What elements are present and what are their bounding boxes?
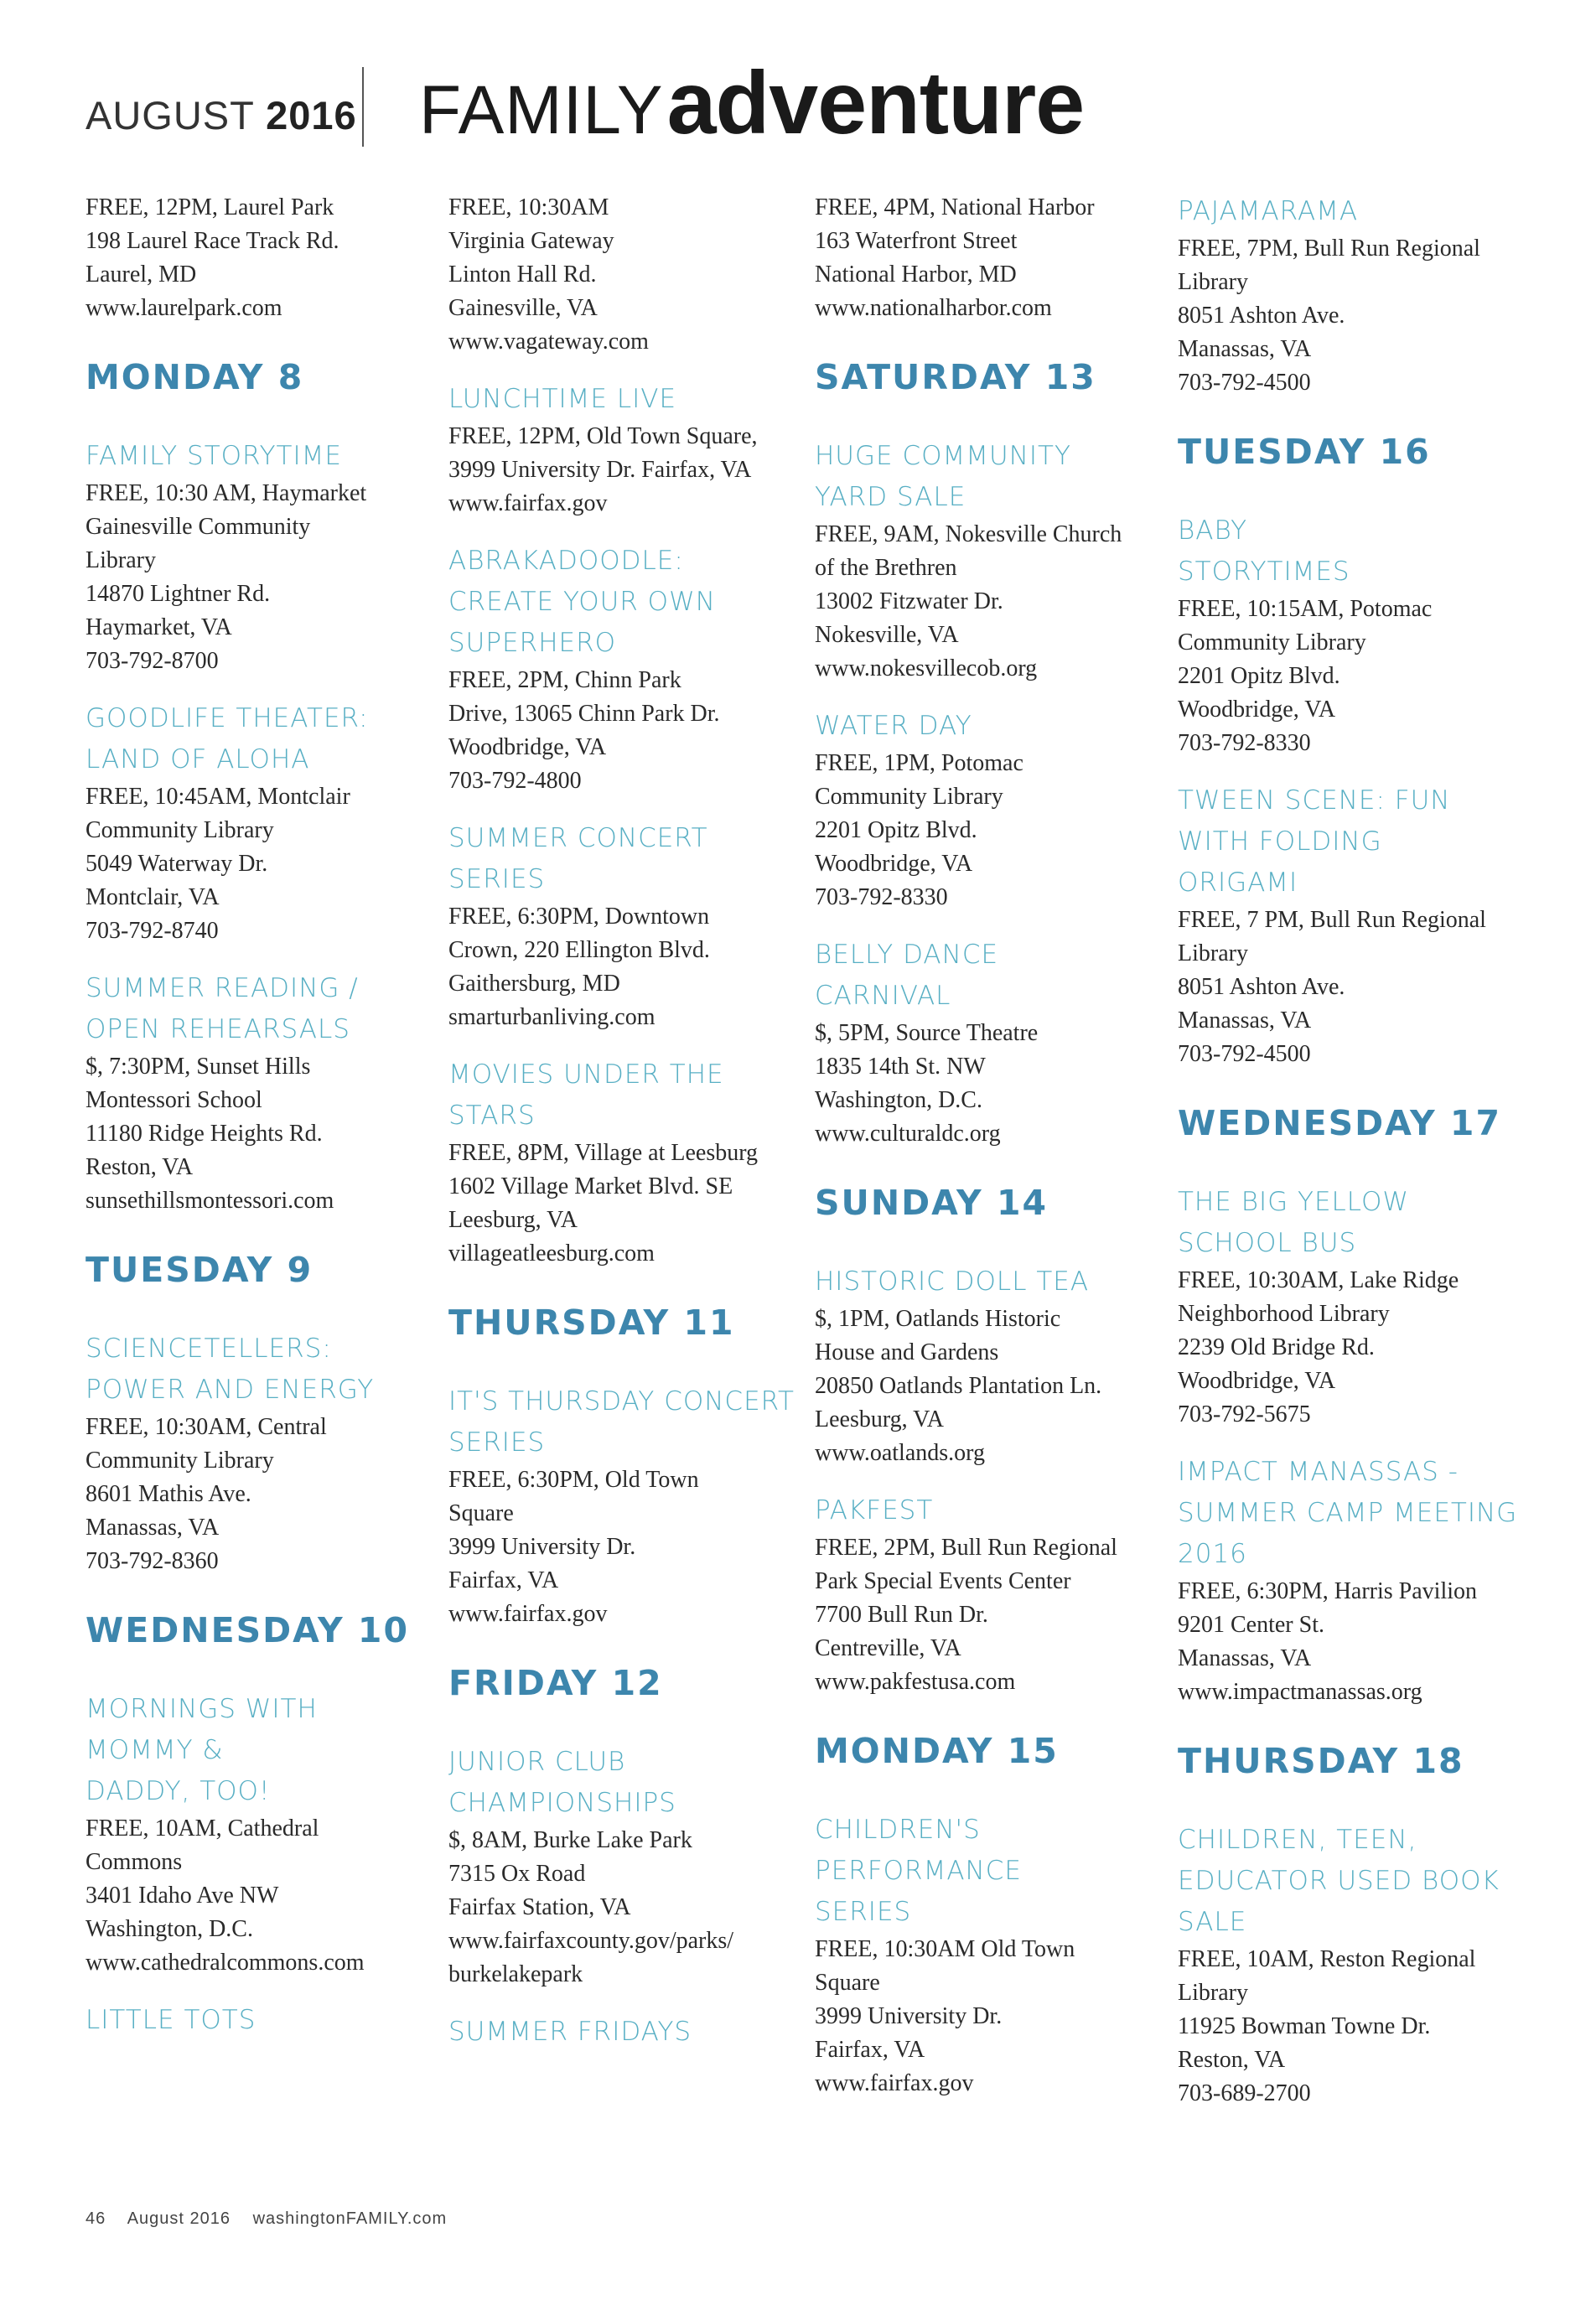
event-title-line: SUMMER FRIDAYS: [448, 2017, 692, 2047]
detail-line: 1835 14th St. NW: [815, 1054, 986, 1080]
day-heading: SATURDAY 13: [815, 357, 1096, 397]
event-details: [86, 191, 438, 325]
footer-date: August 2016: [127, 2209, 231, 2228]
detail-line: Gaithersburg, MD: [448, 971, 620, 997]
detail-line: National Harbor, MD: [815, 262, 1017, 287]
detail-line: www.fairfax.gov: [815, 2070, 974, 2096]
detail-line: FREE, 6:30PM, Harris Pavilion: [1178, 1578, 1478, 1604]
event-details: [815, 1017, 1167, 1151]
event-title-line: IT'S THURSDAY CONCERT: [448, 1386, 795, 1417]
detail-line: Library: [1178, 269, 1248, 295]
page-footer: [86, 2209, 464, 2229]
detail-line: Leesburg, VA: [448, 1207, 578, 1233]
event-title: [86, 436, 438, 477]
detail-line: House and Gardens: [815, 1339, 999, 1365]
detail-line: 2201 Opitz Blvd.: [1178, 663, 1340, 689]
page-number: 46: [86, 2209, 106, 2228]
event-title: [86, 1689, 438, 1812]
detail-line: FREE, 10:30AM, Central: [86, 1414, 327, 1440]
detail-line: sunsethillsmontessori.com: [86, 1188, 334, 1214]
detail-line: Washington, D.C.: [815, 1087, 982, 1113]
detail-line: 8051 Ashton Ave.: [1178, 303, 1345, 329]
detail-line: 9201 Center St.: [1178, 1612, 1324, 1638]
event-title: [815, 935, 1167, 1017]
event-listing: [1178, 1182, 1530, 1432]
detail-line: 8051 Ashton Ave.: [1178, 974, 1345, 1000]
detail-line: www.nokesvillecob.org: [815, 655, 1038, 681]
detail-line: FREE, 10:15AM, Potomac: [1178, 596, 1433, 622]
detail-line: Linton Hall Rd.: [448, 262, 597, 287]
event-title-line: OPEN REHEARSALS: [86, 1014, 350, 1044]
detail-line: $, 5PM, Source Theatre: [815, 1020, 1039, 1046]
day-heading: TUESDAY 9: [86, 1250, 314, 1290]
detail-line: 5049 Waterway Dr.: [86, 851, 268, 877]
detail-line: 703-792-8360: [86, 1548, 219, 1574]
event-title: [86, 1329, 438, 1411]
detail-line: Community Library: [815, 784, 1003, 810]
detail-line: www.oatlands.org: [815, 1440, 985, 1466]
detail-line: 14870 Lightner Rd.: [86, 581, 271, 607]
event-listing: [815, 1810, 1167, 2100]
detail-line: Leesburg, VA: [815, 1406, 944, 1432]
event-title-line: POWER AND ENERGY: [86, 1375, 375, 1405]
event-title-line: CREATE YOUR OWN: [448, 587, 716, 617]
event-title-line: WITH FOLDING: [1178, 826, 1382, 857]
section-title: [419, 54, 1085, 153]
detail-line: FREE, 12PM, Old Town Square,: [448, 423, 758, 449]
detail-line: Woodbridge, VA: [1178, 697, 1336, 723]
detail-line: Laurel, MD: [86, 262, 197, 287]
event-details: [448, 664, 801, 798]
event-listing: [1178, 191, 1530, 400]
event-details: [448, 1137, 801, 1271]
event-details: [815, 747, 1167, 914]
day-heading: THURSDAY 18: [1178, 1741, 1464, 1781]
event-title: [448, 1381, 801, 1463]
detail-line: www.fairfax.gov: [448, 490, 608, 516]
detail-line: Montclair, VA: [86, 884, 220, 910]
event-listing: [86, 2000, 438, 2041]
detail-line: Crown, 220 Ellington Blvd.: [448, 937, 710, 963]
detail-line: FREE, 9AM, Nokesville Church: [815, 521, 1122, 547]
event-title-line: ORIGAMI: [1178, 868, 1298, 898]
detail-line: burkelakepark: [448, 1961, 583, 1987]
detail-line: 198 Laurel Race Track Rd.: [86, 228, 339, 254]
event-details: [86, 780, 438, 948]
event-details: [448, 1463, 801, 1631]
event-title-line: CARNIVAL: [815, 981, 951, 1011]
detail-line: 703-792-4800: [448, 768, 582, 794]
event-title: [448, 818, 801, 900]
event-title-line: SUPERHERO: [448, 628, 617, 658]
detail-line: www.fairfaxcounty.gov/parks/: [448, 1928, 734, 1954]
detail-line: Reston, VA: [1178, 2047, 1286, 2073]
detail-line: $, 7:30PM, Sunset Hills: [86, 1054, 311, 1080]
detail-line: Washington, D.C.: [86, 1916, 253, 1942]
day-heading: MONDAY 8: [86, 357, 304, 397]
detail-line: FREE, 7 PM, Bull Run Regional: [1178, 907, 1486, 933]
detail-line: FREE, 2PM, Chinn Park: [448, 667, 681, 693]
detail-line: 163 Waterfront Street: [815, 228, 1018, 254]
detail-line: Virginia Gateway: [448, 228, 614, 254]
event-listing: [86, 1329, 438, 1578]
event-title-line: WATER DAY: [815, 711, 972, 741]
day-heading: WEDNESDAY 10: [86, 1610, 409, 1650]
event-listing: [1178, 510, 1530, 760]
issue-year: 2016: [266, 93, 357, 137]
event-title: [815, 436, 1167, 518]
event-details: [86, 1411, 438, 1578]
event-column-3: [815, 191, 1167, 2100]
detail-line: Library: [86, 547, 156, 573]
detail-line: 703-792-4500: [1178, 1041, 1311, 1067]
masthead-divider: [362, 67, 364, 147]
detail-line: 703-792-5675: [1178, 1401, 1311, 1427]
event-details: [86, 477, 438, 678]
event-listing: [815, 1261, 1167, 1470]
event-title-line: BABY: [1178, 515, 1248, 546]
footer-site: washingtonFAMILY.com: [252, 2209, 448, 2228]
event-details: [815, 518, 1167, 686]
day-heading: THURSDAY 11: [448, 1303, 735, 1343]
event-details: [448, 900, 801, 1034]
event-details: [1178, 593, 1530, 760]
event-title-line: PERFORMANCE: [815, 1856, 1022, 1886]
event-title-line: LITTLE TOTS: [86, 2005, 256, 2035]
section-title-light: FAMILY: [419, 72, 664, 148]
detail-line: Centreville, VA: [815, 1635, 961, 1661]
detail-line: Manassas, VA: [1178, 336, 1312, 362]
event-listing: [815, 935, 1167, 1151]
detail-line: Library: [1178, 1980, 1248, 2006]
detail-line: 703-792-8740: [86, 918, 219, 944]
event-listing: [1178, 1820, 1530, 2111]
detail-line: Montessori School: [86, 1087, 262, 1113]
event-title-line: LAND OF ALOHA: [86, 744, 310, 774]
detail-line: 20850 Oatlands Plantation Ln.: [815, 1373, 1102, 1399]
event-title: [815, 1810, 1167, 1933]
event-details: [1178, 1575, 1530, 1709]
detail-line: villageatleesburg.com: [448, 1241, 655, 1266]
event-details: [86, 1050, 438, 1218]
detail-line: Nokesville, VA: [815, 622, 959, 648]
detail-line: Manassas, VA: [1178, 1645, 1312, 1671]
detail-line: 3999 University Dr.: [448, 1534, 636, 1560]
event-title-line: SCIENCETELLERS:: [86, 1334, 332, 1364]
detail-line: www.pakfestusa.com: [815, 1669, 1016, 1695]
detail-line: FREE, 10:30AM: [448, 194, 609, 220]
event-title-line: CHAMPIONSHIPS: [448, 1788, 676, 1818]
detail-line: 7700 Bull Run Dr.: [815, 1602, 988, 1628]
detail-line: 703-792-4500: [1178, 370, 1311, 396]
event-title-line: GOODLIFE THEATER:: [86, 703, 369, 733]
event-title-line: SERIES: [448, 1427, 546, 1458]
event-title-line: PAJAMARAMA: [1178, 196, 1359, 226]
event-title: [86, 968, 438, 1050]
detail-line: 3999 University Dr. Fairfax, VA: [448, 457, 752, 483]
detail-line: $, 8AM, Burke Lake Park: [448, 1827, 692, 1853]
event-title: [448, 541, 801, 664]
event-column-1: [86, 191, 438, 2041]
event-title-line: FAMILY STORYTIME: [86, 441, 342, 471]
event-title-line: YARD SALE: [815, 482, 966, 512]
event-details: [448, 420, 801, 521]
detail-line: FREE, 7PM, Bull Run Regional: [1178, 236, 1480, 262]
event-title-line: 2016: [1178, 1539, 1247, 1569]
event-details: [1178, 1943, 1530, 2111]
event-column-4: [1178, 191, 1530, 2111]
event-listing: [448, 2012, 801, 2053]
event-title: [1178, 1452, 1530, 1575]
event-title: [448, 1054, 801, 1137]
detail-line: Park Special Events Center: [815, 1568, 1071, 1594]
detail-line: FREE, 6:30PM, Downtown: [448, 904, 710, 930]
event-listing: [86, 1689, 438, 1980]
event-listing: [1178, 1452, 1530, 1709]
detail-line: 703-792-8330: [1178, 730, 1311, 756]
event-title-line: EDUCATOR USED BOOK: [1178, 1866, 1500, 1896]
detail-line: smarturbanliving.com: [448, 1004, 656, 1030]
event-details: [86, 1812, 438, 1980]
event-title-line: MOVIES UNDER THE: [448, 1059, 724, 1090]
detail-line: www.nationalharbor.com: [815, 295, 1052, 321]
event-details: [448, 1824, 801, 1992]
detail-line: FREE, 8PM, Village at Leesburg: [448, 1140, 759, 1166]
event-title: [86, 698, 438, 780]
detail-line: Fairfax, VA: [448, 1567, 559, 1593]
event-title-line: THE BIG YELLOW: [1178, 1187, 1410, 1217]
detail-line: of the Brethren: [815, 555, 957, 581]
event-listing: [815, 436, 1167, 686]
event-details: [815, 191, 1167, 325]
event-title: [815, 1261, 1167, 1303]
event-listing: [448, 541, 801, 798]
detail-line: 11925 Bowman Towne Dr.: [1178, 2013, 1431, 2039]
detail-line: Gainesville, VA: [448, 295, 598, 321]
event-details: [1178, 904, 1530, 1071]
detail-line: 8601 Mathis Ave.: [86, 1481, 251, 1507]
event-title-line: DADDY, TOO!: [86, 1776, 271, 1806]
event-listing: [448, 379, 801, 521]
detail-line: Drive, 13065 Chinn Park Dr.: [448, 701, 720, 727]
detail-line: Square: [448, 1500, 514, 1526]
event-title: [1178, 510, 1530, 593]
event-title-line: STARS: [448, 1101, 536, 1131]
detail-line: FREE, 6:30PM, Old Town: [448, 1467, 699, 1493]
event-title-line: ABRAKADOODLE:: [448, 546, 684, 576]
event-title-line: SALE: [1178, 1907, 1247, 1937]
detail-line: FREE, 2PM, Bull Run Regional: [815, 1535, 1117, 1561]
event-title: [1178, 1820, 1530, 1943]
detail-line: Manassas, VA: [86, 1515, 220, 1541]
event-title-line: IMPACT MANASSAS -: [1178, 1457, 1459, 1487]
event-title-line: SERIES: [448, 864, 546, 894]
day-heading: SUNDAY 14: [815, 1183, 1048, 1223]
detail-line: 1602 Village Market Blvd. SE: [448, 1173, 733, 1199]
detail-line: FREE, 10:30AM Old Town: [815, 1936, 1075, 1962]
detail-line: FREE, 10AM, Reston Regional: [1178, 1946, 1476, 1972]
detail-line: www.vagateway.com: [448, 329, 649, 355]
event-listing: [448, 1054, 801, 1271]
event-details: [448, 191, 801, 359]
event-title: [1178, 1182, 1530, 1264]
detail-line: Woodbridge, VA: [448, 734, 607, 760]
event-title-line: TWEEN SCENE: FUN: [1178, 785, 1451, 816]
event-title: [448, 2012, 801, 2053]
detail-line: www.impactmanassas.org: [1178, 1679, 1422, 1705]
detail-line: Community Library: [1178, 629, 1366, 655]
detail-line: Reston, VA: [86, 1154, 194, 1180]
section-title-bold: adventure: [666, 54, 1085, 153]
event-details: [1178, 232, 1530, 400]
detail-line: FREE, 1PM, Potomac: [815, 750, 1023, 776]
detail-line: 703-792-8700: [86, 648, 219, 674]
detail-line: Commons: [86, 1849, 183, 1875]
event-details: [815, 1303, 1167, 1470]
event-title-line: SERIES: [815, 1897, 912, 1927]
detail-line: Library: [1178, 940, 1248, 966]
event-title: [86, 2000, 438, 2041]
event-title: [448, 1742, 801, 1824]
detail-line: 13002 Fitzwater Dr.: [815, 588, 1003, 614]
event-listing: [86, 968, 438, 1218]
detail-line: 703-689-2700: [1178, 2080, 1311, 2106]
event-title-line: JUNIOR CLUB: [448, 1747, 626, 1777]
event-title-line: PAKFEST: [815, 1495, 934, 1525]
detail-line: Woodbridge, VA: [815, 851, 973, 877]
detail-line: 2239 Old Bridge Rd.: [1178, 1334, 1375, 1360]
detail-line: www.culturaldc.org: [815, 1121, 1001, 1147]
day-heading: WEDNESDAY 17: [1178, 1103, 1501, 1143]
event-listing: [815, 1490, 1167, 1699]
event-listing: [815, 706, 1167, 914]
event-listing: [86, 436, 438, 678]
detail-line: FREE, 10AM, Cathedral: [86, 1816, 319, 1841]
event-title-line: MOMMY &: [86, 1735, 224, 1765]
detail-line: Fairfax, VA: [815, 2037, 925, 2063]
day-heading: MONDAY 15: [815, 1731, 1059, 1771]
detail-line: $, 1PM, Oatlands Historic: [815, 1306, 1061, 1332]
event-title: [815, 706, 1167, 747]
event-title-line: BELLY DANCE: [815, 940, 999, 970]
detail-line: 2201 Opitz Blvd.: [815, 817, 977, 843]
detail-line: www.cathedralcommons.com: [86, 1950, 365, 1976]
detail-line: FREE, 12PM, Laurel Park: [86, 194, 334, 220]
event-title-line: CHILDREN'S: [815, 1815, 981, 1845]
detail-line: 3401 Idaho Ave NW: [86, 1883, 279, 1909]
issue-date: [86, 92, 357, 138]
event-title-line: MORNINGS WITH: [86, 1694, 318, 1724]
day-heading: TUESDAY 16: [1178, 432, 1431, 472]
detail-line: Fairfax Station, VA: [448, 1894, 631, 1920]
event-details: [815, 1933, 1167, 2100]
detail-line: Community Library: [86, 817, 274, 843]
event-title-line: HUGE COMMUNITY: [815, 441, 1071, 471]
event-title-line: LUNCHTIME LIVE: [448, 384, 677, 414]
detail-line: www.laurelpark.com: [86, 295, 282, 321]
event-listing: [86, 698, 438, 948]
event-title: [1178, 191, 1530, 232]
event-title-line: SCHOOL BUS: [1178, 1228, 1357, 1258]
event-listing: [448, 818, 801, 1034]
event-title-line: SUMMER READING /: [86, 973, 359, 1003]
detail-line: 703-792-8330: [815, 884, 948, 910]
detail-line: FREE, 4PM, National Harbor: [815, 194, 1095, 220]
event-title-line: HISTORIC DOLL TEA: [815, 1266, 1090, 1297]
issue-month: AUGUST: [86, 93, 254, 137]
event-title-line: CHILDREN, TEEN,: [1178, 1825, 1417, 1855]
event-title: [1178, 780, 1530, 904]
detail-line: Community Library: [86, 1448, 274, 1474]
event-listing: [448, 1381, 801, 1631]
detail-line: Neighborhood Library: [1178, 1301, 1390, 1327]
detail-line: FREE, 10:30 AM, Haymarket: [86, 480, 367, 506]
detail-line: Manassas, VA: [1178, 1007, 1312, 1033]
detail-line: 11180 Ridge Heights Rd.: [86, 1121, 323, 1147]
detail-line: 3999 University Dr.: [815, 2003, 1003, 2029]
detail-line: Haymarket, VA: [86, 614, 232, 640]
detail-line: 7315 Ox Road: [448, 1861, 586, 1887]
event-column-2: [448, 191, 801, 2053]
event-title-line: SUMMER CAMP MEETING: [1178, 1498, 1518, 1528]
detail-line: www.fairfax.gov: [448, 1601, 608, 1627]
detail-line: Gainesville Community: [86, 514, 311, 540]
event-title: [815, 1490, 1167, 1531]
detail-line: FREE, 10:45AM, Montclair: [86, 784, 350, 810]
event-listing: [448, 1742, 801, 1992]
event-listing: [1178, 780, 1530, 1071]
event-details: [815, 1531, 1167, 1699]
event-title-line: SUMMER CONCERT: [448, 823, 708, 853]
event-details: [1178, 1264, 1530, 1432]
masthead: [86, 54, 1510, 153]
day-heading: FRIDAY 12: [448, 1663, 663, 1703]
detail-line: FREE, 10:30AM, Lake Ridge: [1178, 1267, 1459, 1293]
detail-line: Square: [815, 1970, 880, 1996]
event-title: [448, 379, 801, 420]
detail-line: Woodbridge, VA: [1178, 1368, 1336, 1394]
event-title-line: STORYTIMES: [1178, 557, 1350, 587]
